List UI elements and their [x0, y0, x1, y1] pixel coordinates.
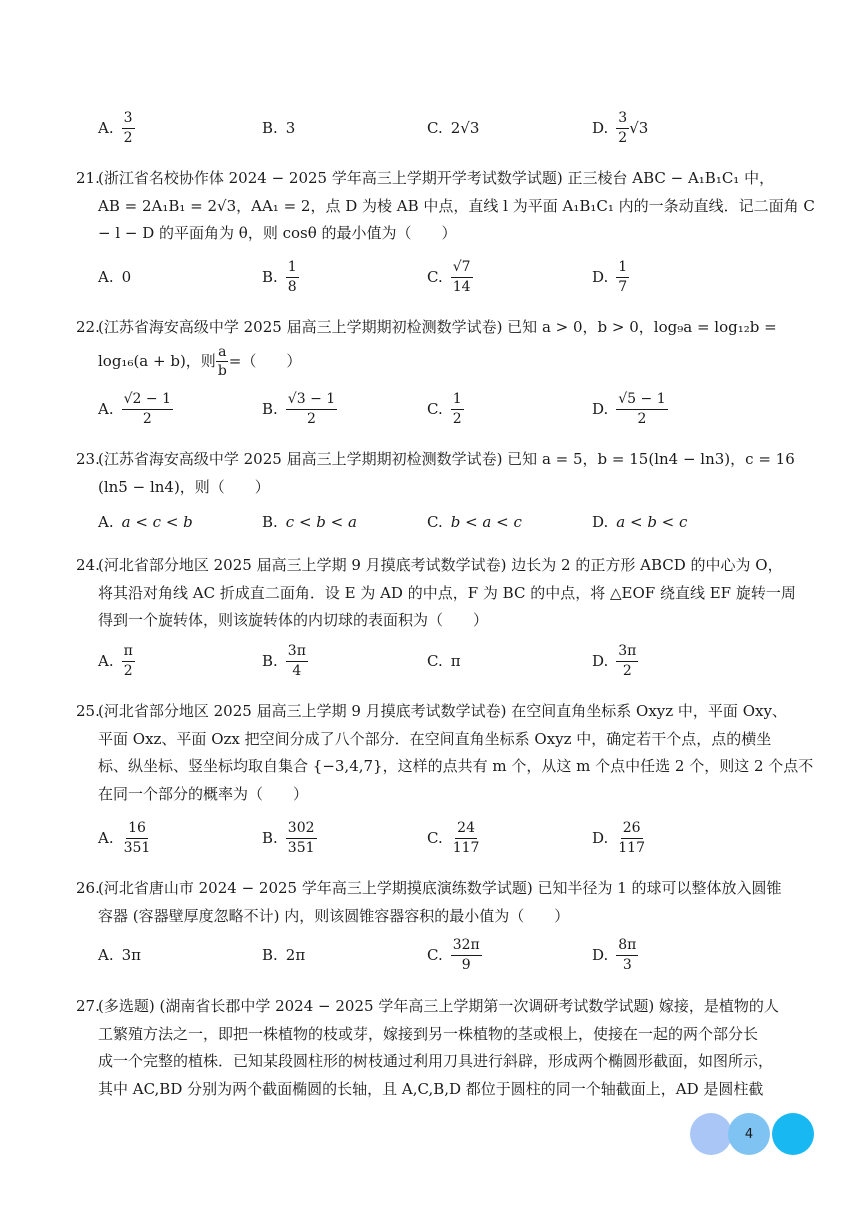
- q23-option-a: A. a < c < b: [98, 513, 193, 531]
- question-25: 25.(河北省部分地区 2025 届高三上学期 9 月摸底考试数学试卷) 在空间直角坐标系 Oxyz 中，平面 Oxy、 平面 Oxz、平面 Ozx 把空间分成了八个部分．在空间直角坐标系 Oxyz 中，确定若干个点，点的横坐 标、纵坐标、竖坐标均取自集合 {−3,4,7}，这样的点共有 m 个，从这 m 个点中任选 2 个，则这 2 个点不 在同一个部分的概率为（ ）: [76, 698, 792, 808]
- q26-option-d: D. $\frac{8\pi}{3}$: [592, 937, 637, 973]
- q24-option-c: C. π: [427, 652, 461, 670]
- q21-option-a: A. 0: [98, 268, 132, 286]
- question-26: 26.(河北省唐山市 2024 − 2025 学年高三上学期摸底演练数学试题) 已知半径为 1 的球可以整体放入圆锥 容器 (容器壁厚度忽略不计) 内，则该圆锥容器容积的最小值为（ ）: [76, 875, 792, 930]
- q24-options: [98, 641, 798, 681]
- q22-option-b: B. $\frac{√3 - 1}{2}$: [262, 391, 336, 427]
- question-number: 24.: [76, 556, 100, 574]
- q26-option-a: A. 3π: [98, 946, 142, 964]
- q26-option-b: B. 2π: [262, 946, 306, 964]
- q23-options: [98, 502, 798, 542]
- question-22: 22.(江苏省海安高级中学 2025 届高三上学期期初检测数学试卷) 已知 a > 0，b > 0，log₉a = log₁₂b = log₁₆(a + b)，则 $\frac{a}{b}$ =（ ）: [76, 314, 792, 380]
- q22-option-d: D. $\frac{√5 - 1}{2}$: [592, 391, 666, 427]
- q24-option-d: D. $\frac{3\pi}{2}$: [592, 643, 637, 679]
- q24-option-b: B. $\frac{3\pi}{4}$: [262, 643, 306, 679]
- page-number: 4: [744, 1126, 754, 1142]
- question-23: 23.(江苏省海安高级中学 2025 届高三上学期期初检测数学试卷) 已知 a = 5，b = 15(ln4 − ln3)，c = 16 (ln5 − ln4)，则（ ）: [76, 446, 792, 501]
- question-number: 27.: [76, 997, 100, 1015]
- q21-option-c: C. $\frac{√7}{14}$: [427, 259, 471, 295]
- q20-options: [98, 108, 798, 148]
- decor-circle-left: [690, 1113, 732, 1155]
- q25-option-c: C. $\frac{24}{117}$: [427, 820, 480, 856]
- q22-options: [98, 389, 798, 429]
- q20-option-c: C. 2√3: [427, 119, 480, 137]
- q22-option-c: C. $\frac{1}{2}$: [427, 391, 462, 427]
- question-21: 21.(浙江省名校协作体 2024 − 2025 学年高三上学期开学考试数学试题) 正三棱台 ABC − A₁B₁C₁ 中， AB = 2A₁B₁ = 2√3，AA₁ = 2，点 D 为棱 AB 中点，直线 l 为平面 A₁B₁C₁ 内的一条动直线．记二面角 C − l − D 的平面角为 θ，则 cosθ 的最小值为（ ）: [76, 165, 792, 248]
- page-number-circle: [728, 1113, 770, 1155]
- question-number: 23.: [76, 450, 100, 468]
- q20-option-d: D. $\frac{3}{2}$ √3: [592, 110, 649, 146]
- q25-option-a: A. $\frac{16}{351}$: [98, 820, 151, 856]
- question-number: 26.: [76, 879, 100, 897]
- q26-option-c: C. $\frac{32\pi}{9}$: [427, 937, 480, 973]
- q21-option-b: B. $\frac{1}{8}$: [262, 259, 297, 295]
- q23-option-b: B. c < b < a: [262, 513, 357, 531]
- q25-options: [98, 818, 798, 858]
- q20-option-a: A. $\frac{3}{2}$: [98, 110, 133, 146]
- q26-options: [98, 935, 798, 975]
- question-27: 27.(多选题) (湖南省长郡中学 2024 − 2025 学年高三上学期第一次调研考试数学试题) 嫁接，是植物的人 工繁殖方法之一，即把一株植物的枝或芽，嫁接到另一株植物的茎或根上，使接在一起的两个部分长 成一个完整的植株．已知某段圆柱形的树枝通过利用刀具进行斜辟，形成两个椭圆形截面，如图所示， 其中 AC,BD 分别为两个截面椭圆的长轴，且 A,C,B,D 都位于圆柱的同一个轴截面上，AD 是圆柱截: [76, 993, 792, 1103]
- q25-option-b: B. $\frac{302}{351}$: [262, 820, 315, 856]
- q21-option-d: D. $\frac{1}{7}$: [592, 259, 628, 295]
- q24-option-a: A. $\frac{\pi}{2}$: [98, 643, 133, 679]
- q25-option-d: D. $\frac{26}{117}$: [592, 820, 645, 856]
- page-number-badge: [690, 1113, 814, 1155]
- q20-option-b: B. 3: [262, 119, 296, 137]
- question-number: 21.: [76, 169, 100, 187]
- question-number: 22.: [76, 318, 100, 336]
- question-24: 24.(河北省部分地区 2025 届高三上学期 9 月摸底考试数学试卷) 边长为 2 的正方形 ABCD 的中心为 O， 将其沿对角线 AC 折成直二面角．设 E 为 AD 的中点，F 为 BC 的中点，将 △EOF 绕直线 EF 旋转一周 得到一个旋转体，则该旋转体的内切球的表面积为（ ）: [76, 552, 792, 635]
- q22-option-a: A. $\frac{√2 - 1}{2}$: [98, 391, 171, 427]
- q21-options: [98, 257, 798, 297]
- decor-circle-right: [772, 1113, 814, 1155]
- q23-option-c: C. b < a < c: [427, 513, 522, 531]
- q23-option-d: D. a < b < c: [592, 513, 688, 531]
- question-number: 25.: [76, 702, 100, 720]
- a-over-b-fraction: $\frac{a}{b}$: [217, 343, 227, 379]
